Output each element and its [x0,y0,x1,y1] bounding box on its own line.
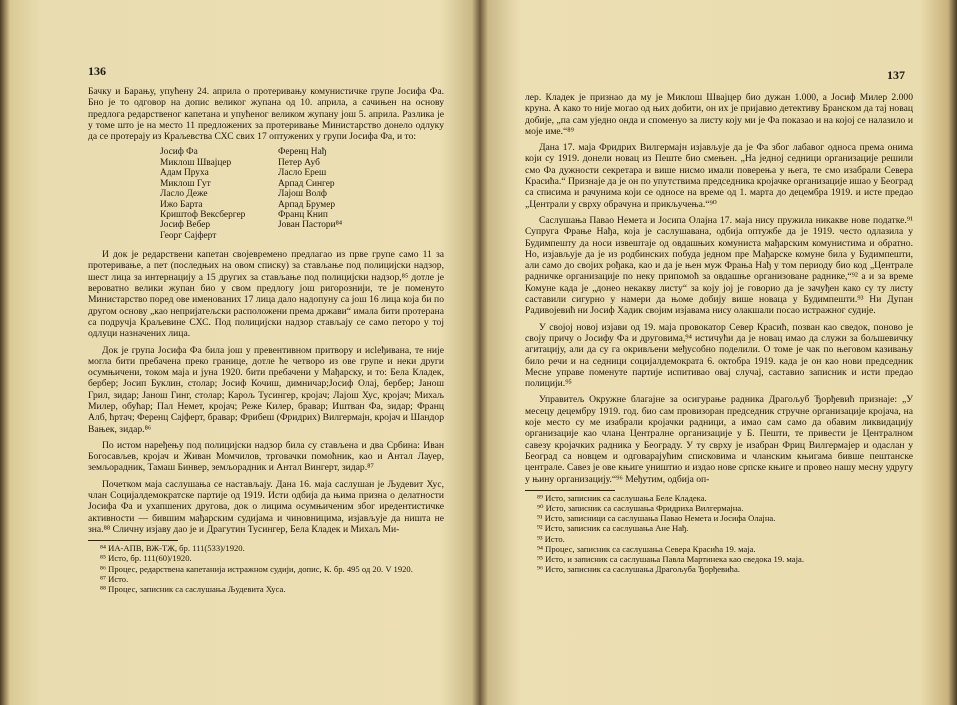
name-item [278,231,398,241]
footnote: ⁸⁸ Процес, записник са саслушања Људевита Хуса. [100,584,286,595]
footnote: ⁸⁶ Процес, редарствена капетанија истражном судији, допис, К. бр. 495 од 20. V 1920. [100,563,413,574]
name-item: Ференц Нађ [278,147,327,158]
name-item: Јован Пастори⁸⁴ [278,220,343,231]
footnote: ⁹⁶ Исто, записник са саслушања Драгољуба Ђорђевића. [537,564,740,575]
footnote-divider [525,490,615,491]
names-list [160,147,444,241]
page-number: 136 [88,64,106,78]
name-item: Адам Пруха [160,168,209,179]
footnote-divider [88,540,178,541]
name-item: Ласло Ереш [278,168,327,179]
footnote: ⁹⁵ Исто, и записник са саслушања Павла Мартинека као сведока 19. маја. [537,554,804,565]
name-item: Арпад Сингер [278,178,335,189]
paragraph: И док је редарствени капетан својевремено предлагао из прве групе само 11 за протеривање, а пет (последњих на овом списку) за стављање под полицијски надзор, шест лица за интернацију а 15 других за стављање под полицијски надзор,⁸⁵ дотле је вероватно велики жупан био у свом предлогу још ригорознији, те је поменуто Министарство поред ове именованих 17 лица дало надопуну са још 16 лица која би по другом основу „као непријатељски расположени према држави“ имала бити протерана са подручја Краљевине СХС. Под полицијски надзор стављају се само петоро у тој одлуци назначених лица. [88,249,444,340]
footnote: ⁸⁹ Исто, записник са саслушања Беле Кладека. [537,492,707,503]
right-page [479,0,957,705]
footnote: ⁸⁴ ИА-АПВ, ВЖ-ТЖ, бр. 111(533)/1920. [100,543,245,554]
footnote: ⁹⁴ Процес, записник са саслушања Севера Красића 19. маја. [537,543,756,554]
paragraph: Управитељ Окружне благајне за осигурање радника Драгољуб Ђорђевић признаје: „У месецу децембру 1919. год. био сам провизоран председник стручне организације кројача, на које место су ме изабрали кројачки радници, а имао сам само да обавим ликвидацију организације као члана Централне организације у Б. Пешти, те привести је Централном савезу кројачких радника у Београду. У ту сврху је изабран Фриц Вилгермајер и одаслан у Београд са новцем и одговарајућим списковима и чланским књигама бивше пештанске централе. Савез је ове књиге уништио и издао нове српске књиге и провео нашу месну удругу у њину организацију.“⁹⁶ Међутим, одбија оп- [525,394,913,485]
paragraph: Почетком маја саслушања се настављају. Дана 16. маја саслушан је Људевит Хус, члан Социјалдемократске партије од 1919. Исти одбија да њима призна о делатности Јосифа Фа и ухапшених другова, док о лицима осумњиченим због иредентистичке активности — бившим мађарским судијама и чиновницима, изјављује да ништа не зна.⁸⁸ Сличну изјаву дао је и Драгутин Тусингер, Бела Кладек и Михаљ Ми- [88,478,444,535]
paragraph: Дана 17. маја Фридрих Вилгермајн изјављује да је Фа због лабавог односа према онима који су 1919. донели новац из Пеште био смењен. „На једној седници организације решили смо Фа дужности секретара и више нисмо имали поверења у њега, те смо изабрали Севера Красића.“ Признаје да је он по упутствима председника кројачке организације ишао у Београд са списима и рачунима који се односе на време од 1. марта до децембра 1919. и исте предао „Централи у сврху обрачуна и прикључења.“⁹⁰ [525,142,913,210]
footnote: ⁸⁵ Исто, бр. 111(60)/1920. [100,553,192,564]
name-item: Јосиф Фа [160,147,198,158]
page-body [525,92,913,574]
footnote: ⁹³ Исто. [537,533,565,544]
paragraph: Бачку и Барању, упућену 24. априла о протеривању комунистичке групе Јосифа Фа. Бно је то одговор на допис великог жупана од 10. априла, а сачињен на основу предлога редарственог капетана и упућеног великом жупану још 5. априла. Разлика је у томе што је на место 11 предложених за протеривање Министарство донело одлуку да се протерају из Краљевства СХС свих 17 оптужених у групи Јосифа Фа, и то: [88,86,444,143]
name-item: Георг Сајферт [160,230,217,241]
name-item: Лајош Волф [278,189,327,200]
footnotes [88,543,444,594]
name-item: Арпад Брумер [278,199,336,210]
name-item: Франц Книп [278,209,328,220]
paragraph: Саслушања Павао Немета и Јосипа Олајна 17. маја нису пружила никакве нове податке.⁹¹ Супруга Фрање Нађа, која је саслушавана, одбија оптужбе да је 1919. често одлазила у Будимпешту да носи извештаје од овдашњих комуниста мађарским комунистима и обратно. Но, изјављује да је из родбинских побуда једном пре Мађарске комуне била у Будимпешти, али само до својих рођака, као и да је њен муж Фрања Нађ у том периоду био код „Централе радничке организације по неку припомоћ за овдашње организоване раднике,“⁹² а и за време Комуне када је „донео некакву листу“ за коју јој је говорио да је зачуђен како су ту листу саставили сигурно у намери да њоме добију више новаца у Будимпешти.⁹³ Ни Дупан Радивојевић ни Јосиф Хадик својим изјавама нису олакшали посао истражног судије. [525,214,913,317]
footnote: ⁹⁰ Исто, записник са саслушања Фридриха Вилгермајна. [537,503,744,513]
footnotes [525,493,913,575]
paragraph: лер. Кладек је признао да му је Миклош Швајцер био дужан 1.000, а Јосиф Милер 2.000 круна. А како то није могао од њих добити, он их је пријавио детективу Бранском да тај новац добије, „па сам уједно онда и споменуо за листу коју ми је Фа показао и на којој се налазило и моје име.“⁸⁹ [525,92,913,137]
name-item: Петер Ауб [278,157,320,168]
name-item: Јосиф Вебер [160,220,211,231]
paragraph: У својој новој изјави од 19. маја провокатор Север Красић, позван као сведок, поново је своју причу о Јосифу Фа и друговима,⁹⁴ истичући да је новац имао да служи за бољшевичку агитацију, али да су га окривљени међусобно поделили. О томе је чак по његовом казивању било речи и на седници социјалдемократа 6. октобра 1919. када је он као нови председник Месне управе поменуте партије испитивао овај случај, саставио записник и исти предао полицији.⁹⁵ [525,321,913,390]
name-item: Криштоф Вексбергер [160,209,246,220]
name-item: Ижо Барта [160,199,203,210]
footnote: ⁸⁷ Исто. [100,573,129,584]
name-item: Миклош Швајцер [160,157,232,168]
paragraph: Док је група Јосифа Фа била још у превентивном притвору и исleђивана, те није могла бити пребачена преко границе, дотле ће четворо из ове групе и неки други осумњичени, током маја и јуна 1920. бити пребачени у Мађарску, и то: Бела Кладек, бербер; Јосип Буклин, столар; Јосиф Кочиш, димничар;Јосиф Олај, бербер; Јанош Грил, зидар; Јанош Гинг, столар; Карољ Тусингер, кројач; Лајош Хус, кројач; Михаљ Милер, обућар; Пал Немет, кројач; Реже Килер, бравар; Иштван Фа, зидар; Франц Алб, ћртач; Ференц Сајферт, бравар; Фрибеш (Фридрих) Вилгермајн, кројач и Шандор Вањек, зидар.⁸⁶ [88,344,444,435]
page-number: 137 [887,68,905,82]
name-item: Миклош Гут [160,178,211,189]
footnote: ⁹¹ Исто, записници са саслушања Павао Немета и Јосифа Олајна. [537,513,776,524]
footnote: ⁹² Исто, записник са саслушања Ане Нађ. [537,523,689,534]
left-page [0,0,478,705]
name-item: Ласло Деже [160,189,208,200]
paragraph: По истом наређењу под полицијски надзор била су стављена и два Србина: Иван Богосављев, кројач и Живан Момчилов, трговачки помоћник, као и Антал Лауер, земљорадник, Тамаш Бинвер, земљорадник и Антал Вингерт, зидар.⁸⁷ [88,439,444,474]
page-body [88,86,444,594]
